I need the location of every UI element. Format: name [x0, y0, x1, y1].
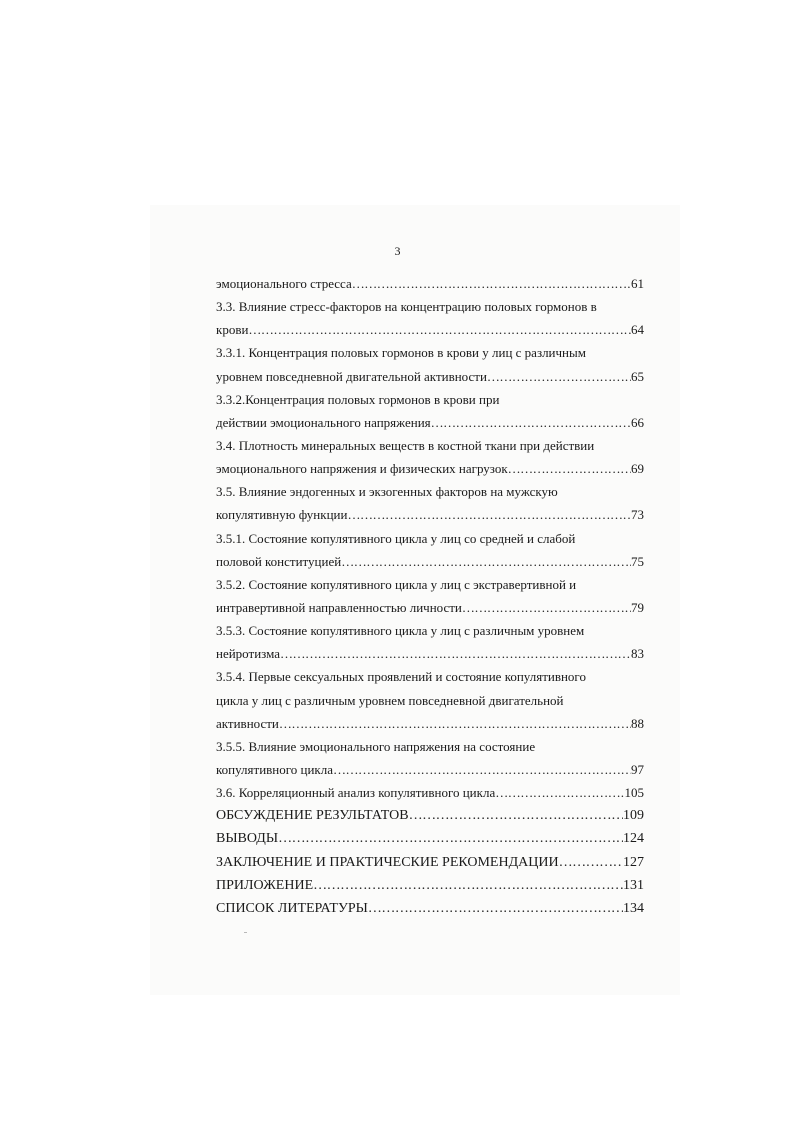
toc-leader-dots: [462, 596, 631, 619]
toc-entry-title: 3.3.2.Концентрация половых гормонов в крови при: [216, 391, 500, 407]
toc-entry-title: уровнем повседневной двигательной активности: [216, 368, 487, 384]
toc-entry: [216, 804, 644, 827]
toc-entry: [216, 573, 644, 596]
toc-entry-title: эмоционального напряжения и физических нагрузок: [216, 461, 508, 477]
toc-entry-page: 65: [631, 368, 644, 384]
toc-entry: [216, 619, 644, 642]
toc-entry: [216, 434, 644, 457]
toc-entry: [216, 781, 644, 804]
toc-entry-title: половой конституцией: [216, 553, 342, 569]
toc-entry-title: копулятивную функции: [216, 507, 348, 523]
toc-leader-dots: [341, 550, 631, 573]
toc-entry-page: 69: [631, 461, 644, 477]
toc-entry: [216, 365, 644, 388]
toc-entry-page: 109: [623, 808, 644, 824]
toc-leader-dots: [352, 272, 631, 295]
toc-entry-title: 3.5.4. Первые сексуальных проявлений и состояние копулятивного: [216, 669, 586, 685]
toc-entry: [216, 272, 644, 295]
toc-entry-title: 3.5. Влияние эндогенных и экзогенных факторов на мужскую: [216, 484, 558, 500]
toc-leader-dots: [559, 851, 623, 874]
toc-entry-title: 3.3.1. Концентрация половых гормонов в крови у лиц с различным: [216, 345, 586, 361]
toc-entry-page: 64: [631, 322, 644, 338]
toc-leader-dots: [368, 897, 623, 920]
toc-entry: [216, 596, 644, 619]
toc-entry: [216, 411, 644, 434]
toc-entry-title: копулятивного цикла: [216, 761, 333, 777]
toc-entry-page: 75: [631, 553, 644, 569]
toc-entry-title: ВЫВОДЫ: [216, 831, 279, 847]
table-of-contents: [216, 272, 644, 920]
toc-entry: [216, 758, 644, 781]
toc-leader-dots: [409, 804, 623, 827]
toc-entry-title: ОБСУЖДЕНИЕ РЕЗУЛЬТАТОВ: [216, 808, 409, 824]
toc-entry: [216, 827, 644, 850]
toc-entry: [216, 665, 644, 688]
toc-entry: [216, 295, 644, 318]
toc-entry: [216, 341, 644, 364]
toc-entry-title: ЗАКЛЮЧЕНИЕ И ПРАКТИЧЕСКИЕ РЕКОМЕНДАЦИИ: [216, 854, 559, 870]
toc-leader-dots: [495, 781, 624, 804]
toc-entry-title: СПИСОК ЛИТЕРАТУРЫ: [216, 900, 368, 916]
toc-entry-title: ПРИЛОЖЕНИЕ: [216, 877, 314, 893]
toc-leader-dots: [431, 411, 631, 434]
scan-speck: [244, 932, 247, 933]
toc-entry-page: 79: [631, 599, 644, 615]
toc-entry-title: активности: [216, 715, 279, 731]
toc-entry-title: цикла у лиц с различным уровнем повседневной двигательной: [216, 692, 564, 708]
toc-entry-page: 134: [623, 900, 644, 916]
toc-entry-title: 3.6. Корреляционный анализ копулятивного цикла: [216, 785, 496, 801]
toc-entry-title: крови: [216, 322, 249, 338]
toc-entry: [216, 527, 644, 550]
toc-entry: [216, 550, 644, 573]
toc-entry-page: 66: [631, 414, 644, 430]
toc-leader-dots: [508, 457, 631, 480]
toc-entry-title: 3.4. Плотность минеральных веществ в костной ткани при действии: [216, 437, 595, 453]
toc-entry: [216, 735, 644, 758]
toc-entry-title: 3.5.5. Влияние эмоционального напряжения на состояние: [216, 738, 536, 754]
toc-entry-page: 127: [623, 854, 644, 870]
toc-entry-page: 88: [631, 715, 644, 731]
toc-entry-page: 73: [631, 507, 644, 523]
toc-entry: [216, 480, 644, 503]
toc-entry: [216, 897, 644, 920]
toc-entry-title: нейротизма: [216, 646, 281, 662]
toc-leader-dots: [313, 874, 623, 897]
toc-leader-dots: [280, 642, 631, 665]
page-number: 3: [394, 244, 401, 258]
toc-entry: [216, 503, 644, 526]
toc-entry: [216, 712, 644, 735]
toc-entry: [216, 851, 644, 874]
toc-entry-title: 3.5.1. Состояние копулятивного цикла у лиц со средней и слабой: [216, 530, 576, 546]
toc-entry: [216, 689, 644, 712]
toc-entry-title: интравертивной направленностью личности: [216, 599, 462, 615]
toc-entry-title: действии эмоционального напряжения: [216, 414, 431, 430]
toc-entry: [216, 318, 644, 341]
toc-leader-dots: [333, 758, 631, 781]
toc-entry-title: эмоционального стресса: [216, 276, 352, 291]
toc-leader-dots: [487, 365, 631, 388]
toc-entry: [216, 642, 644, 665]
toc-entry-page: 97: [631, 761, 644, 777]
toc-entry-title: 3.5.3. Состояние копулятивного цикла у лиц с различным уровнем: [216, 623, 585, 639]
toc-entry-page: 83: [631, 646, 644, 662]
toc-entry: [216, 874, 644, 897]
toc-entry-page: 61: [631, 276, 644, 291]
toc-entry-title: 3.3. Влияние стресс-факторов на концентрацию половых гормонов в: [216, 299, 597, 315]
toc-leader-dots: [248, 318, 631, 341]
toc-entry-page: 131: [623, 877, 644, 893]
toc-entry-page: 105: [624, 785, 644, 801]
toc-leader-dots: [347, 503, 631, 526]
toc-leader-dots: [279, 712, 631, 735]
toc-entry-title: 3.5.2. Состояние копулятивного цикла у лиц с экстравертивной и: [216, 576, 577, 592]
toc-entry: [216, 457, 644, 480]
toc-entry: [216, 388, 644, 411]
toc-leader-dots: [278, 827, 623, 850]
toc-entry-page: 124: [623, 831, 644, 847]
